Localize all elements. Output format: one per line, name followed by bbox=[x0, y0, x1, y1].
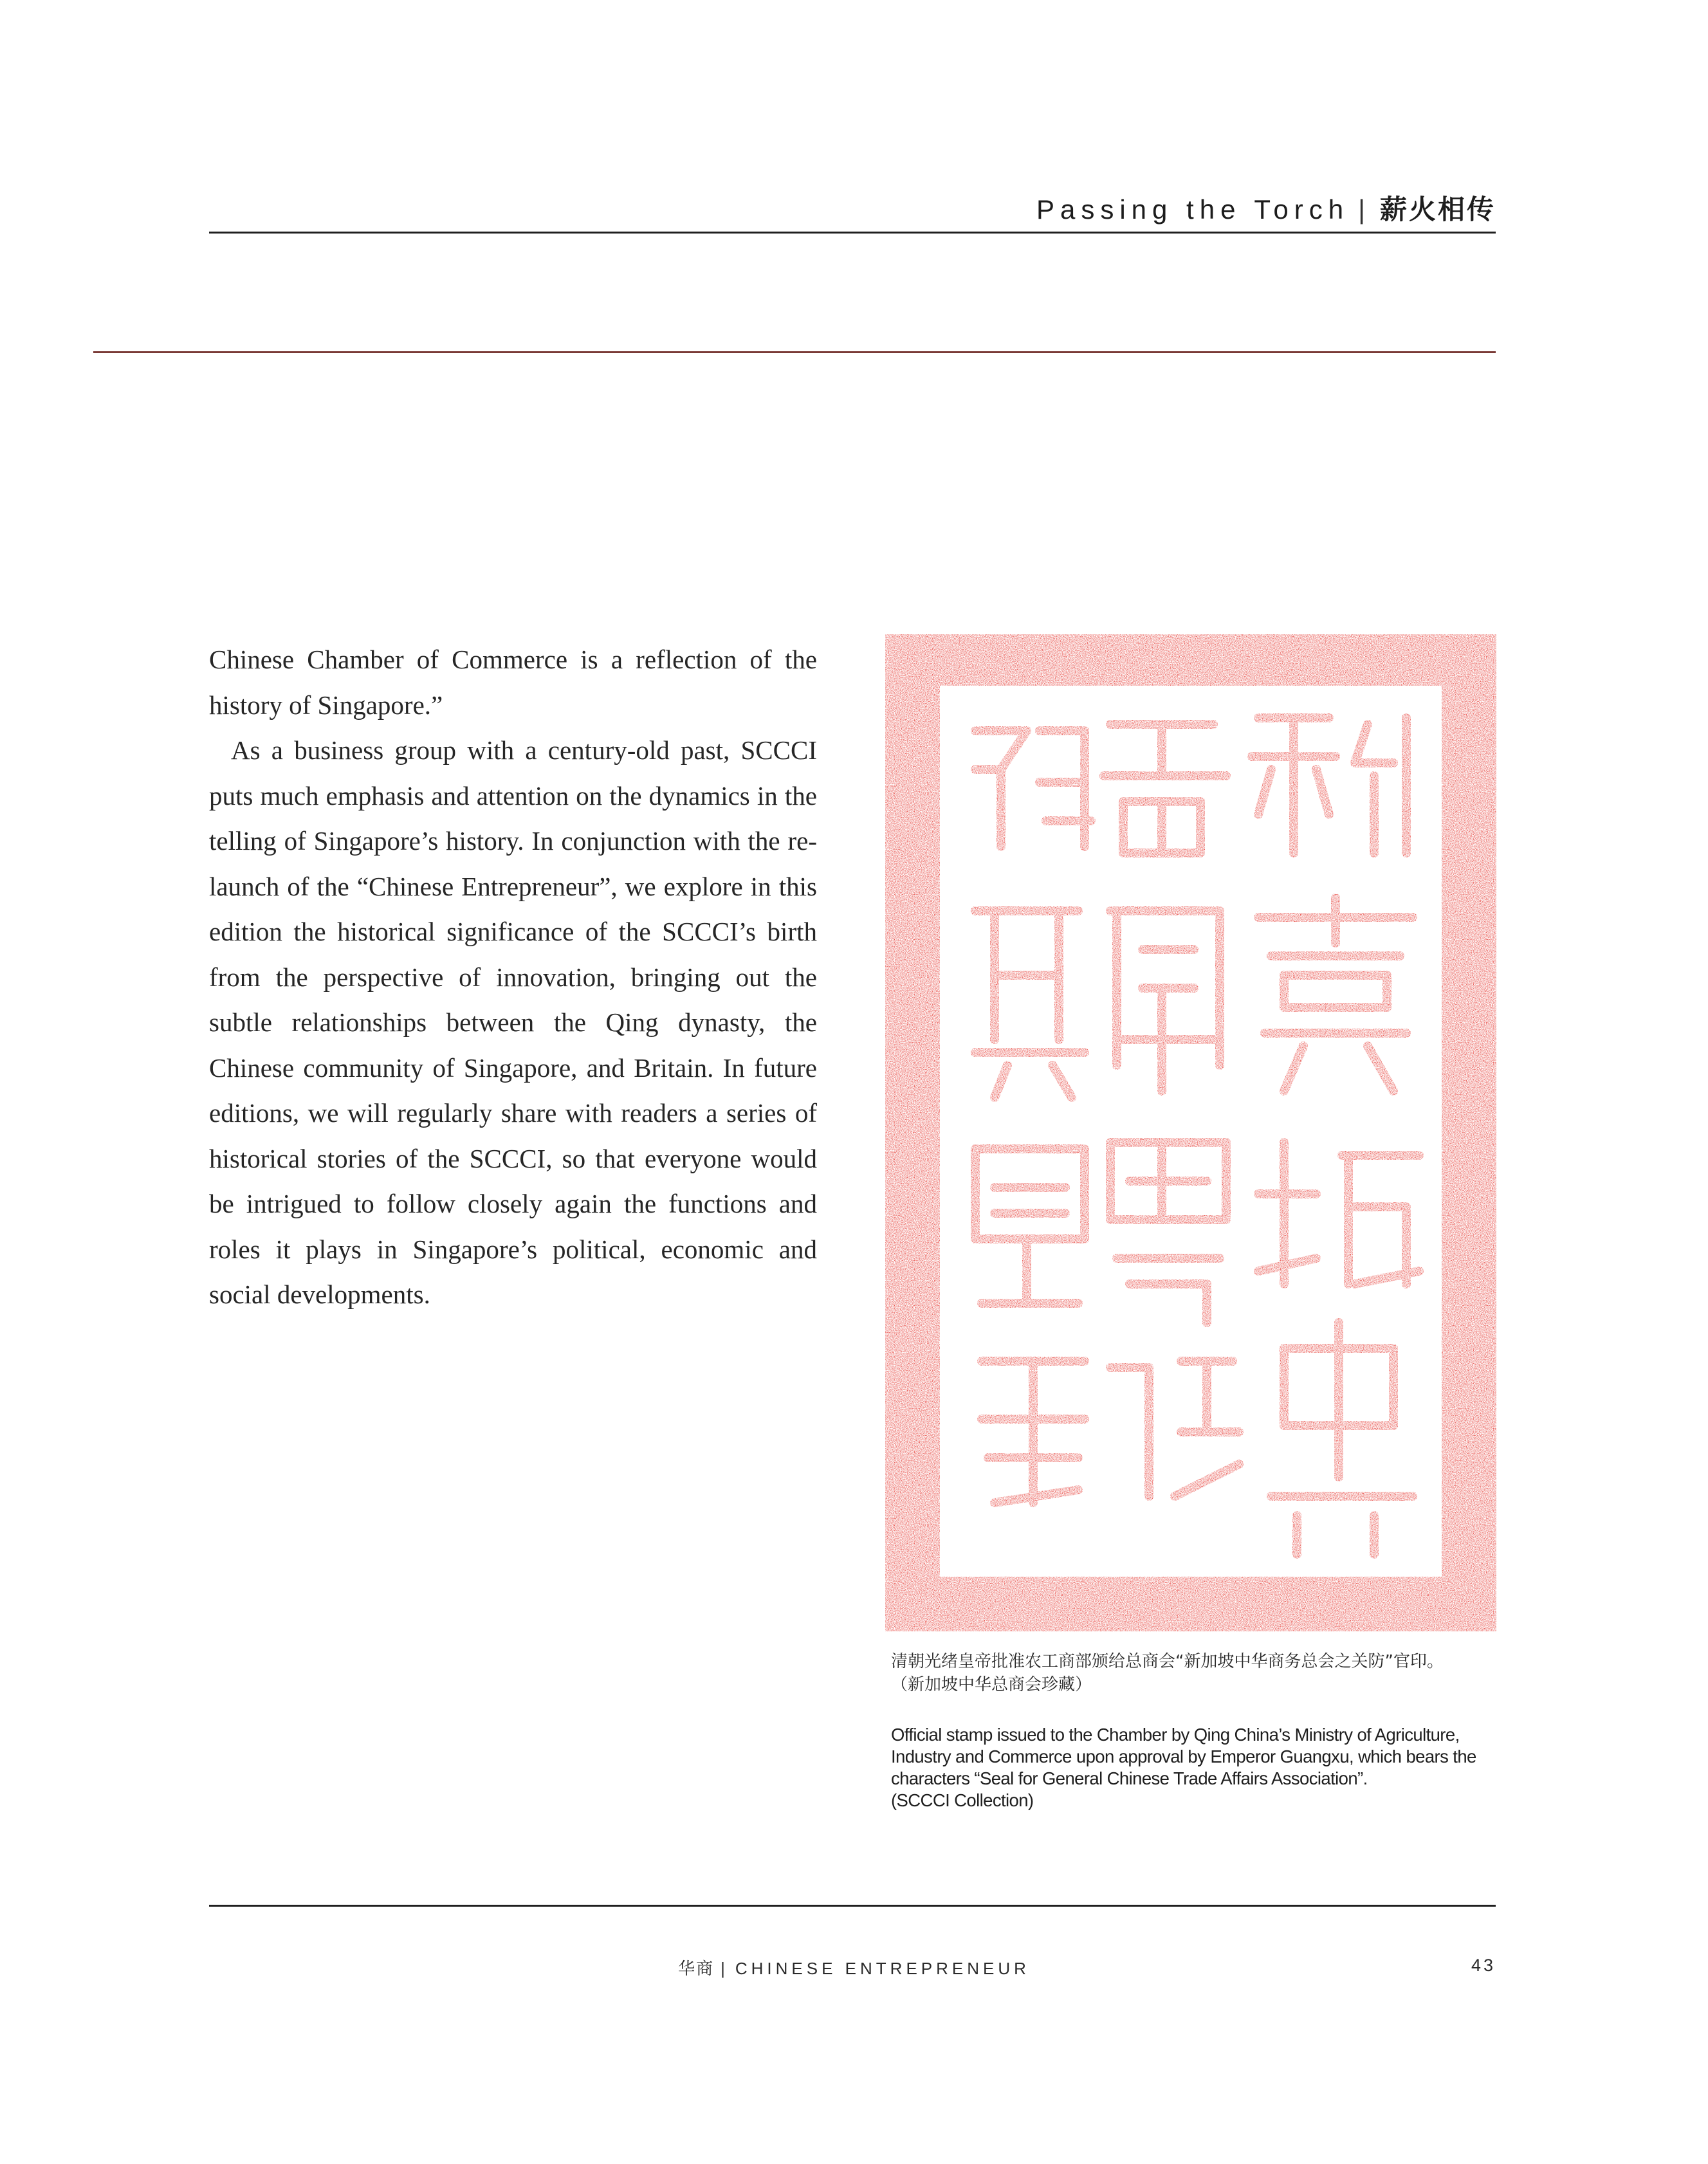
article-body bbox=[209, 637, 817, 1317]
caption-zh-line-2: （新加坡中华总商会珍藏） bbox=[891, 1675, 1092, 1694]
footer-magazine-zh: 华商 bbox=[678, 1959, 715, 1979]
caption-en-line-3: characters “Seal for General Chinese Trade Affairs Association”. bbox=[891, 1768, 1368, 1788]
seal-stamp-illustration bbox=[885, 634, 1496, 1631]
caption-english bbox=[891, 1724, 1509, 1811]
paragraph-1: Chinese Chamber of Commerce is a reflection of the history of Singapore.” bbox=[209, 645, 817, 720]
official-seal-image bbox=[885, 634, 1496, 1631]
caption-chinese bbox=[891, 1650, 1509, 1696]
footer-magazine-en: CHINESE ENTREPRENEUR bbox=[735, 1959, 1030, 1978]
header-title-en: Passing the Torch bbox=[1036, 194, 1350, 225]
caption-en-line-2: Industry and Commerce upon approval by Emperor Guangxu, which bears the bbox=[891, 1747, 1476, 1766]
caption-en-line-4: (SCCCI Collection) bbox=[891, 1790, 1034, 1810]
caption-zh-line-1: 清朝光绪皇帝批准农工商部颁给总商会“新加坡中华商务总会之关防”官印。 bbox=[891, 1652, 1444, 1671]
footer-separator: | bbox=[721, 1959, 729, 1978]
caption-en-line-1: Official stamp issued to the Chamber by Qing China’s Ministry of Agriculture, bbox=[891, 1725, 1460, 1745]
running-footer bbox=[0, 1956, 1708, 1979]
header-separator: | bbox=[1358, 194, 1371, 225]
page-number: 43 bbox=[1471, 1956, 1496, 1975]
running-header bbox=[1036, 188, 1496, 227]
footer-rule bbox=[209, 1905, 1496, 1907]
header-rule bbox=[209, 232, 1496, 234]
accent-rule bbox=[93, 351, 1496, 353]
paragraph-2: As a business group with a century-old past, SCCCI puts much emphasis and attention on the dynamics in the telling of Singapore’s history. In conjunction with the re-launch of the “Chinese Entrepreneur”, we explore in this edition the historical significance of the SCCCI’s birth from the perspective of innovation, bringing out the subtle relationships between the Qing dynasty, the Chinese community of Singapore, and Britain. In future editions, we will regularly share with readers a series of historical stories of the SCCCI, so that everyone would be intrigued to follow closely again the functions and roles it plays in Singapore’s political, economic and social developments. bbox=[209, 735, 817, 1309]
header-title-zh: 薪火相传 bbox=[1379, 194, 1496, 225]
